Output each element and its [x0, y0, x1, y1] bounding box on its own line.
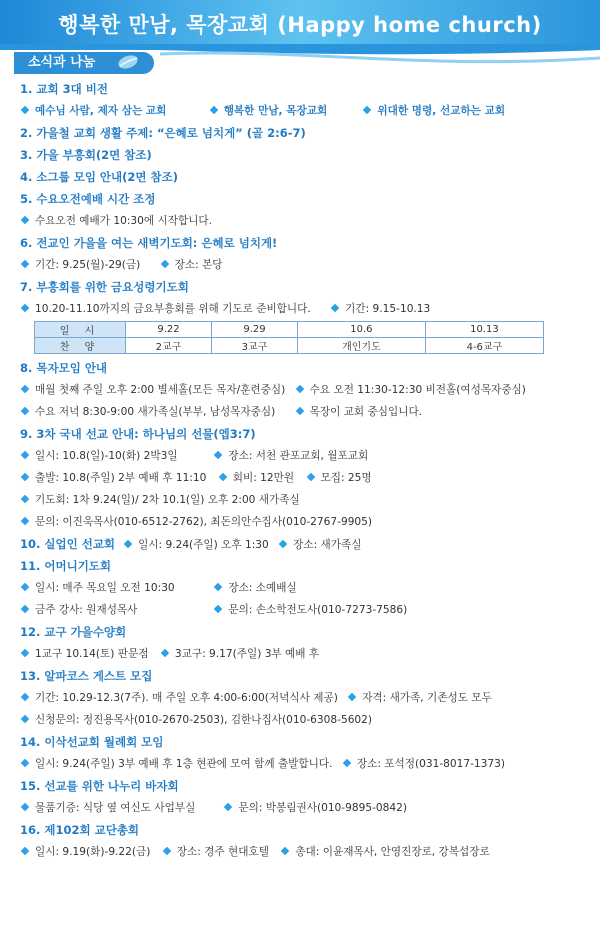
section-heading: 7. 부흥회를 위한 금요성령기도회: [20, 280, 189, 294]
item-text: 장소: 경주 현대호텔: [176, 846, 269, 858]
section-heading: 4. 소그룹 모임 안내(2면 참조): [20, 170, 178, 184]
diamond-bullet-icon: [21, 473, 29, 481]
table-cell: 10.13: [425, 322, 543, 338]
item-text: 출발: 10.8(주일) 2부 예배 후 11:10: [35, 472, 207, 484]
item-text: 기간: 9.25(월)-29(금): [35, 259, 141, 271]
diamond-bullet-icon: [363, 106, 371, 114]
section-heading: 14. 이삭선교회 월례회 모임: [20, 735, 164, 749]
section-heading: 5. 수요오전예배 시간 조정: [20, 192, 156, 206]
item-text: 장소: 포석정(031-8017-1373): [356, 758, 506, 770]
item-text: 일시: 9.24(주일) 3부 예배 후 1층 현관에 모여 함께 출발합니다.: [35, 758, 333, 770]
item-text: 목장이 교회 중심입니다.: [309, 406, 423, 418]
diamond-bullet-icon: [160, 260, 168, 268]
section-heading: 15. 선교를 위한 나누리 바자회: [20, 779, 179, 793]
diamond-bullet-icon: [21, 407, 29, 415]
list-item: [0, 841, 600, 863]
item-text: 수요 오전 11:30-12:30 비전홀(여성목자중심): [309, 384, 526, 396]
section-heading: 6. 전교인 가을을 여는 새벽기도회: 은혜로 넘치게!: [20, 236, 278, 250]
item-text: 장소: 새가족실: [293, 539, 362, 551]
list-item: [0, 511, 600, 533]
section-heading: 3. 가을 부흥회(2면 참조): [20, 148, 152, 162]
diamond-bullet-icon: [21, 106, 29, 114]
list-item: [0, 401, 600, 423]
praise-schedule-table: [34, 321, 544, 354]
item-text: 1교구 10.14(토) 판문점: [35, 648, 149, 660]
diamond-bullet-icon: [295, 385, 303, 393]
item-text: 금주 강사: 원재성목사: [35, 604, 138, 616]
table-header-cell: 찬 양: [35, 338, 126, 354]
item-text: 일시: 매주 목요일 오전 10:30: [35, 582, 175, 594]
list-item: [0, 254, 600, 276]
item-text: 물품기증: 식당 옆 여신도 사업부실: [35, 802, 196, 814]
vision-item: 예수님 사람, 제자 삼는 교회: [35, 105, 167, 117]
diamond-bullet-icon: [214, 451, 222, 459]
item-text: 10.20-11.10까지의 금요부흥회를 위해 기도로 준비합니다.: [35, 303, 311, 315]
item-text: 기간: 10.29-12.3(7주). 매 주일 오후 4:00-6:00(저녁식사 제공): [35, 692, 338, 704]
list-item: [0, 709, 600, 731]
item-text: 장소: 서천 관포교회, 월포교회: [228, 450, 369, 462]
diamond-bullet-icon: [279, 540, 287, 548]
diamond-bullet-icon: [224, 803, 232, 811]
section-heading: 11. 어머니기도회: [20, 559, 112, 573]
item-text: 문의: 손소학전도사(010-7273-7586): [228, 604, 408, 616]
diamond-bullet-icon: [21, 385, 29, 393]
diamond-bullet-icon: [161, 649, 169, 657]
vision-items: [0, 100, 600, 122]
item-text: 수요 저녁 8:30-9:00 새가족실(부부, 남성목자중심): [35, 406, 276, 418]
section-heading: 8. 목자모임 안내: [20, 361, 108, 375]
diamond-bullet-icon: [163, 847, 171, 855]
diamond-bullet-icon: [331, 304, 339, 312]
item-text: 매월 첫째 주일 오후 2:00 별세홀(모든 목자/훈련중심): [35, 384, 286, 396]
table-cell: 2교구: [126, 338, 212, 354]
diamond-bullet-icon: [21, 605, 29, 613]
item-text: 수요오전 예배가 10:30에 시작합니다.: [35, 215, 213, 227]
item-text: 신청문의: 정진용목사(010-2670-2503), 김한나집사(010-6308-5602): [35, 714, 373, 726]
diamond-bullet-icon: [348, 693, 356, 701]
diamond-bullet-icon: [219, 473, 227, 481]
item-text: 일시: 9.24(주일) 오후 1:30: [138, 539, 269, 551]
item-text: 총대: 이윤재목사, 안영진장로, 강복섭장로: [295, 846, 490, 858]
diamond-bullet-icon: [343, 759, 351, 767]
table-cell: 개인기도: [298, 338, 426, 354]
list-item: [0, 753, 600, 775]
diamond-bullet-icon: [209, 106, 217, 114]
list-item: [0, 577, 600, 599]
diamond-bullet-icon: [21, 495, 29, 503]
page-title: 행복한 만남, 목장교회 (Happy home church): [58, 13, 542, 37]
diamond-bullet-icon: [21, 759, 29, 767]
section-heading: 13. 알파코스 게스트 모집: [20, 669, 153, 683]
item-text: 문의: 박봉림권사(010-9895-0842): [238, 802, 407, 814]
item-text: 3교구: 9.17(주일) 3부 예배 후: [174, 648, 320, 660]
section-heading: 12. 교구 가을수양회: [20, 625, 127, 639]
item-text: 자격: 새가족, 기존성도 모두: [362, 692, 492, 704]
section-heading: 9. 3차 국내 선교 안내: 하나님의 선물(엡3:7): [20, 427, 256, 441]
item-text: 일시: 10.8(일)-10(화) 2박3일: [35, 450, 178, 462]
table-cell: 4-6교구: [425, 338, 543, 354]
table-cell: 10.6: [298, 322, 426, 338]
section-heading: 2. 가을철 교회 생활 주제: “은혜로 넘치게” (골 2:6-7): [20, 126, 306, 140]
diamond-bullet-icon: [21, 583, 29, 591]
list-item: [0, 210, 600, 232]
leaf-icon: [116, 53, 140, 71]
item-text: 장소: 본당: [174, 259, 223, 271]
section-tab-label: 소식과 나눔: [14, 52, 154, 74]
diamond-bullet-icon: [21, 847, 29, 855]
table-cell: 3교구: [212, 338, 298, 354]
list-item: [0, 298, 600, 320]
list-item: [0, 467, 600, 489]
diamond-bullet-icon: [295, 407, 303, 415]
item-text: 일시: 9.19(화)-9.22(금): [35, 846, 151, 858]
table-cell: 9.29: [212, 322, 298, 338]
diamond-bullet-icon: [21, 649, 29, 657]
diamond-bullet-icon: [124, 540, 132, 548]
diamond-bullet-icon: [21, 803, 29, 811]
section-heading: 1. 교회 3대 비전: [20, 82, 108, 96]
item-text: 회비: 12만원: [232, 472, 295, 484]
list-item: [0, 445, 600, 467]
section-heading: [0, 533, 600, 555]
list-item: [0, 797, 600, 819]
list-item: [0, 643, 600, 665]
diamond-bullet-icon: [21, 216, 29, 224]
diamond-bullet-icon: [21, 304, 29, 312]
diamond-bullet-icon: [281, 847, 289, 855]
list-item: [0, 599, 600, 621]
item-text: 장소: 소예배실: [228, 582, 297, 594]
item-text: 기간: 9.15-10.13: [345, 303, 431, 315]
diamond-bullet-icon: [214, 583, 222, 591]
vision-item: 위대한 명령, 선교하는 교회: [377, 105, 506, 117]
list-item: [0, 379, 600, 401]
diamond-bullet-icon: [214, 605, 222, 613]
section-heading: 16. 제102회 교단총회: [20, 823, 140, 837]
table-row: [35, 322, 544, 338]
section-heading-text: 10. 실업인 선교회: [20, 537, 116, 551]
list-item: [0, 687, 600, 709]
diamond-bullet-icon: [21, 451, 29, 459]
diamond-bullet-icon: [21, 517, 29, 525]
diamond-bullet-icon: [21, 715, 29, 723]
vision-item: 행복한 만남, 목장교회: [223, 105, 328, 117]
table-header-cell: 일 시: [35, 322, 126, 338]
diamond-bullet-icon: [306, 473, 314, 481]
diamond-bullet-icon: [21, 260, 29, 268]
item-text: 문의: 이진욱목사(010-6512-2762), 최돈의안수집사(010-2767-9905): [35, 516, 373, 528]
table-cell: 9.22: [126, 322, 212, 338]
diamond-bullet-icon: [21, 693, 29, 701]
news-list: [0, 78, 600, 863]
item-text: 기도회: 1차 9.24(일)/ 2차 10.1(일) 오후 2:00 새가족실: [35, 494, 300, 506]
section-vision: [0, 78, 600, 122]
list-item: [0, 489, 600, 511]
item-text: 모집: 25명: [320, 472, 372, 484]
table-row: [35, 338, 544, 354]
